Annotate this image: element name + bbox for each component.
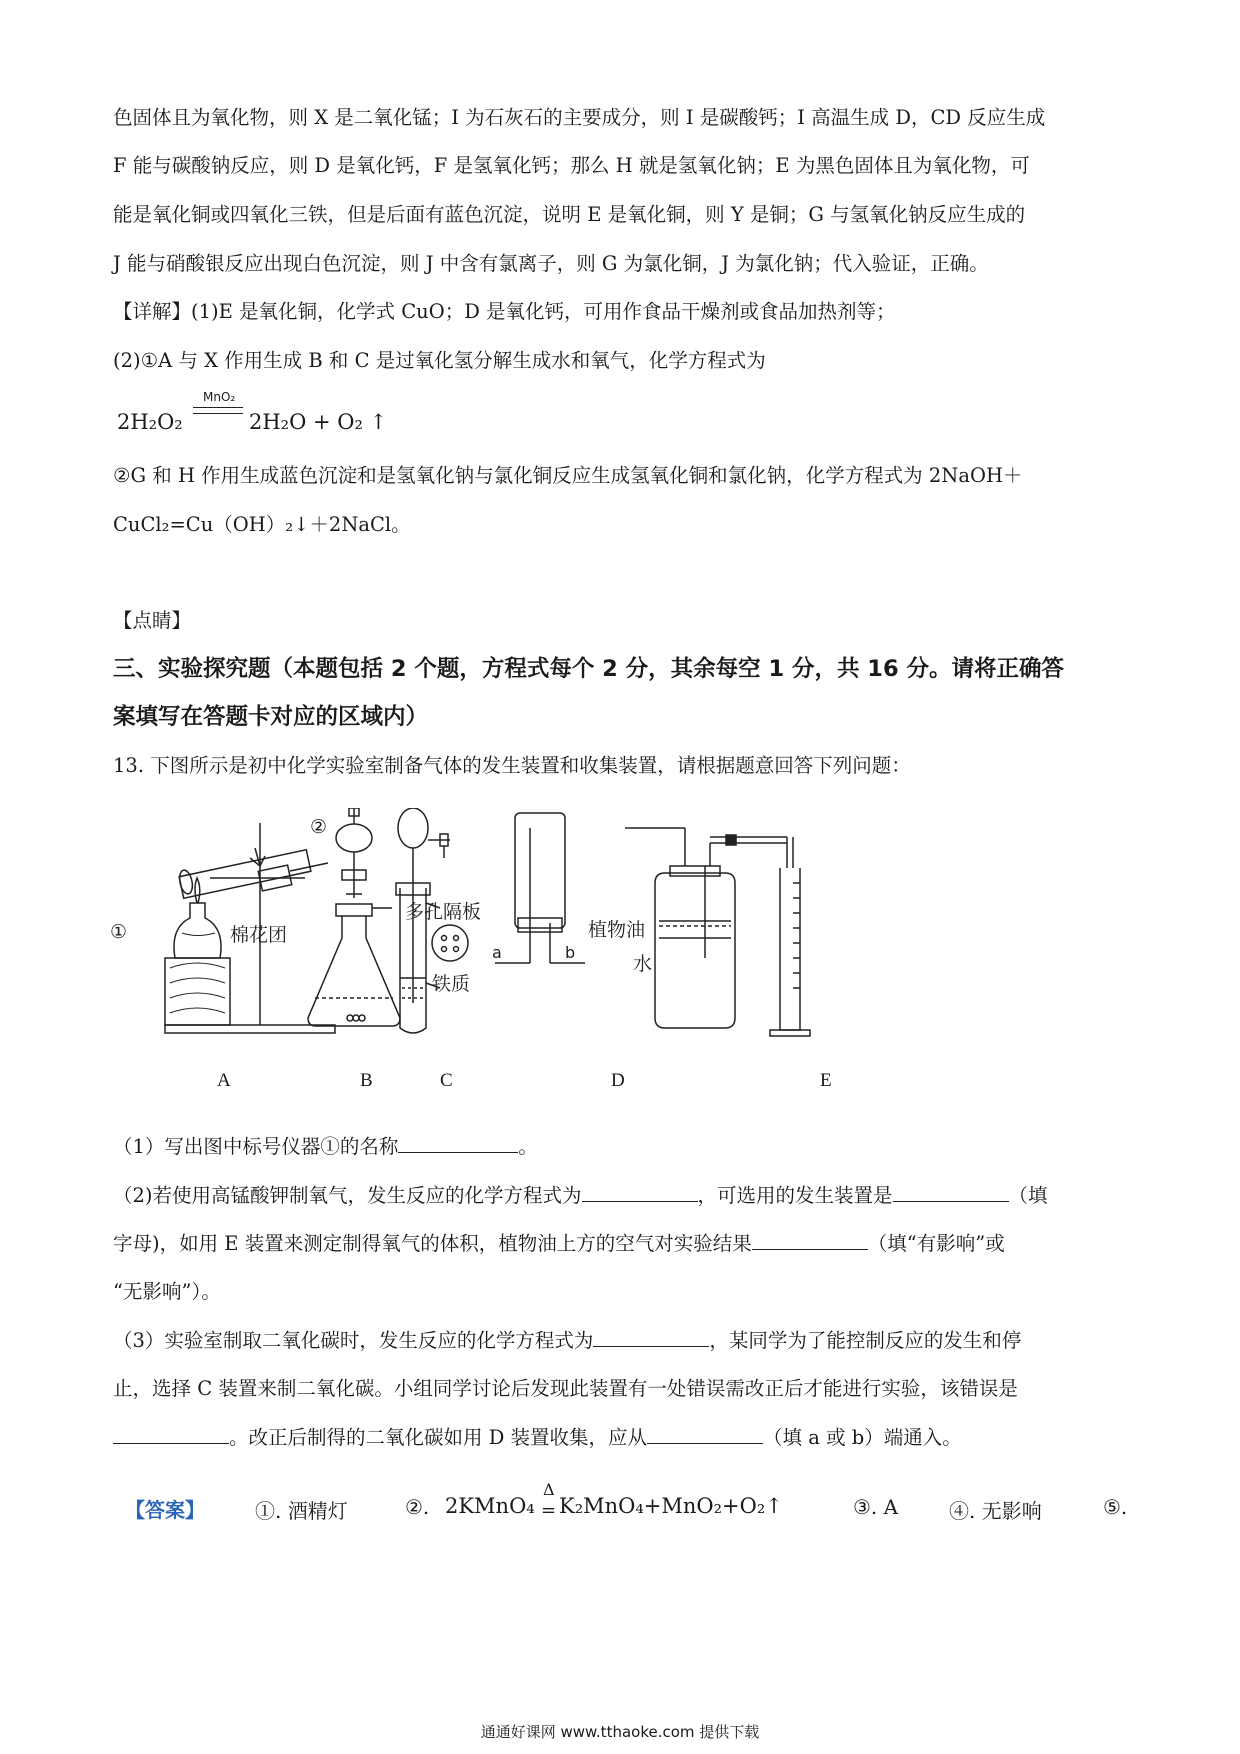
- paragraph-line: CuCl₂=Cu（OH）₂↓＋2NaCl。: [113, 513, 411, 536]
- question-text: ，某同学为了能控制反应的发生和停: [709, 1329, 1022, 1352]
- figure-label-b: b: [565, 943, 576, 962]
- answer-4: ④. 无影响: [949, 1499, 1042, 1523]
- answer-line: [113, 1480, 1133, 1530]
- figure-label-porous: 多孔隔板: [405, 901, 482, 923]
- answer-blank[interactable]: [752, 1229, 868, 1250]
- question-2-cont: [113, 1229, 1133, 1258]
- equation-left: 2H₂O₂: [117, 410, 183, 434]
- answer-blank[interactable]: [582, 1181, 698, 1202]
- equation-catalyst: MnO₂: [203, 390, 236, 404]
- equation-right: 2H₂O + O₂ ↑: [249, 410, 388, 434]
- page-footer: 通通好课网 www.tthaoke.com 提供下载: [480, 1723, 760, 1741]
- answer-blank[interactable]: [113, 1423, 229, 1444]
- paragraph-line: 能是氧化铜或四氧化三铁，但是后面有蓝色沉淀，说明 E 是氧化铜，则 Y 是铜；G 与氢氧化钠反应生成的: [113, 203, 1026, 226]
- dianjing-label: 【点睛】: [113, 609, 192, 632]
- paragraph-line: 【详解】(1)E 是氧化铜，化学式 CuO；D 是氧化钙，可用作食品干燥剂或食品加热剂等；: [113, 300, 896, 323]
- answer-eq-condition: Δ: [543, 1480, 555, 1499]
- figure-caption-e: E: [820, 1070, 832, 1091]
- question-3: [113, 1326, 1133, 1355]
- question-13: 13. 下图所示是初中化学实验室制备气体的发生装置和收集装置，请根据题意回答下列问题：: [113, 754, 911, 777]
- apparatus-figure: [110, 808, 910, 1058]
- figure-label-oil: 植物油: [588, 919, 646, 941]
- apparatus-b: [308, 808, 400, 1026]
- answer-eq-left: 2KMnO₄: [445, 1494, 535, 1518]
- paragraph-line: F 能与碳酸钠反应，则 D 是氧化钙，F 是氢氧化钙；那么 H 就是氢氧化钠；E 为黑色固体且为氧化物，可: [113, 154, 1030, 177]
- question-3-cont: 止，选择 C 装置来制二氧化碳。小组同学讨论后发现此装置有一处错误需改正后才能进行实验，该错误是: [113, 1377, 1018, 1400]
- figure-caption-b: B: [360, 1070, 373, 1091]
- question-text: （2)若使用高锰酸钾制氧气，发生反应的化学方程式为: [113, 1184, 582, 1207]
- section-title: 三、实验探究题（本题包括 2 个题，方程式每个 2 分，其余每空 1 分，共 16 分。请将正确答: [113, 656, 1064, 682]
- answer-blank[interactable]: [893, 1181, 1009, 1202]
- question-2-end: “无影响”）。: [113, 1280, 221, 1303]
- question-text: （填 a 或 b）端通入。: [763, 1426, 962, 1449]
- figure-label-circle2: ②: [310, 816, 328, 838]
- figure-label-iron: 铁质: [432, 973, 471, 995]
- paragraph-line: 色固体且为氧化物，则 X 是二氧化锰；I 为石灰石的主要成分，则 I 是碳酸钙；I 高温生成 D，CD 反应生成: [113, 106, 1046, 129]
- answer-2-prefix: ②.: [405, 1495, 430, 1519]
- question-text: 。改正后制得的二氧化碳如用 D 装置收集，应从: [229, 1426, 648, 1449]
- apparatus-e: [625, 828, 810, 1036]
- equation-h2o2: [113, 390, 413, 440]
- answer-eq-equals: =: [541, 1500, 557, 1521]
- paragraph-line: J 能与硝酸银反应出现白色沉淀，则 J 中含有氯离子，则 G 为氯化铜，J 为氯化钠；代入验证，正确。: [113, 252, 989, 275]
- question-text: （3）实验室制取二氧化碳时，发生反应的化学方程式为: [113, 1329, 594, 1352]
- answer-5: ⑤.: [1103, 1495, 1128, 1519]
- question-2: [113, 1181, 1133, 1210]
- answer-blank[interactable]: [593, 1326, 709, 1347]
- paragraph-line: ②G 和 H 作用生成蓝色沉淀和是氢氧化钠与氯化铜反应生成氢氧化铜和氯化钠，化学方程式为 2NaOH＋: [113, 464, 1023, 487]
- answer-1: ①. 酒精灯: [255, 1499, 348, 1523]
- figure-caption-c: C: [440, 1070, 453, 1091]
- figure-label-a: a: [492, 943, 502, 962]
- section-title: 案填写在答题卡对应的区域内）: [113, 704, 429, 730]
- question-text: 字母)，如用 E 装置来测定制得氧气的体积，植物油上方的空气对实验结果: [113, 1232, 752, 1255]
- figure-label-water: 水: [633, 953, 653, 975]
- figure-label-circle1: ①: [110, 921, 128, 943]
- figure-caption-a: A: [217, 1070, 231, 1091]
- question-text: （填: [1008, 1184, 1048, 1207]
- question-3-end: [113, 1423, 1133, 1452]
- question-text: ，可选用的发生装置是: [697, 1184, 893, 1207]
- apparatus-d: [495, 813, 585, 963]
- answer-tag: 【答案】: [125, 1498, 205, 1522]
- question-text: （1）写出图中标号仪器①的名称: [113, 1135, 399, 1158]
- equation-equals: [193, 407, 243, 414]
- figure-label-cotton: 棉花团: [230, 924, 288, 946]
- question-1: [113, 1132, 1133, 1161]
- paragraph-line: (2)①A 与 X 作用生成 B 和 C 是过氧化氢分解生成水和氧气，化学方程式为: [113, 349, 766, 372]
- answer-blank[interactable]: [398, 1132, 518, 1153]
- answer-3: ③. A: [853, 1495, 899, 1519]
- answer-blank[interactable]: [647, 1423, 763, 1444]
- figure-caption-d: D: [611, 1070, 625, 1091]
- question-text: （填“有影响”或: [867, 1232, 1005, 1255]
- question-text: 。: [518, 1135, 538, 1158]
- answer-eq-right: K₂MnO₄+MnO₂+O₂↑: [559, 1494, 783, 1518]
